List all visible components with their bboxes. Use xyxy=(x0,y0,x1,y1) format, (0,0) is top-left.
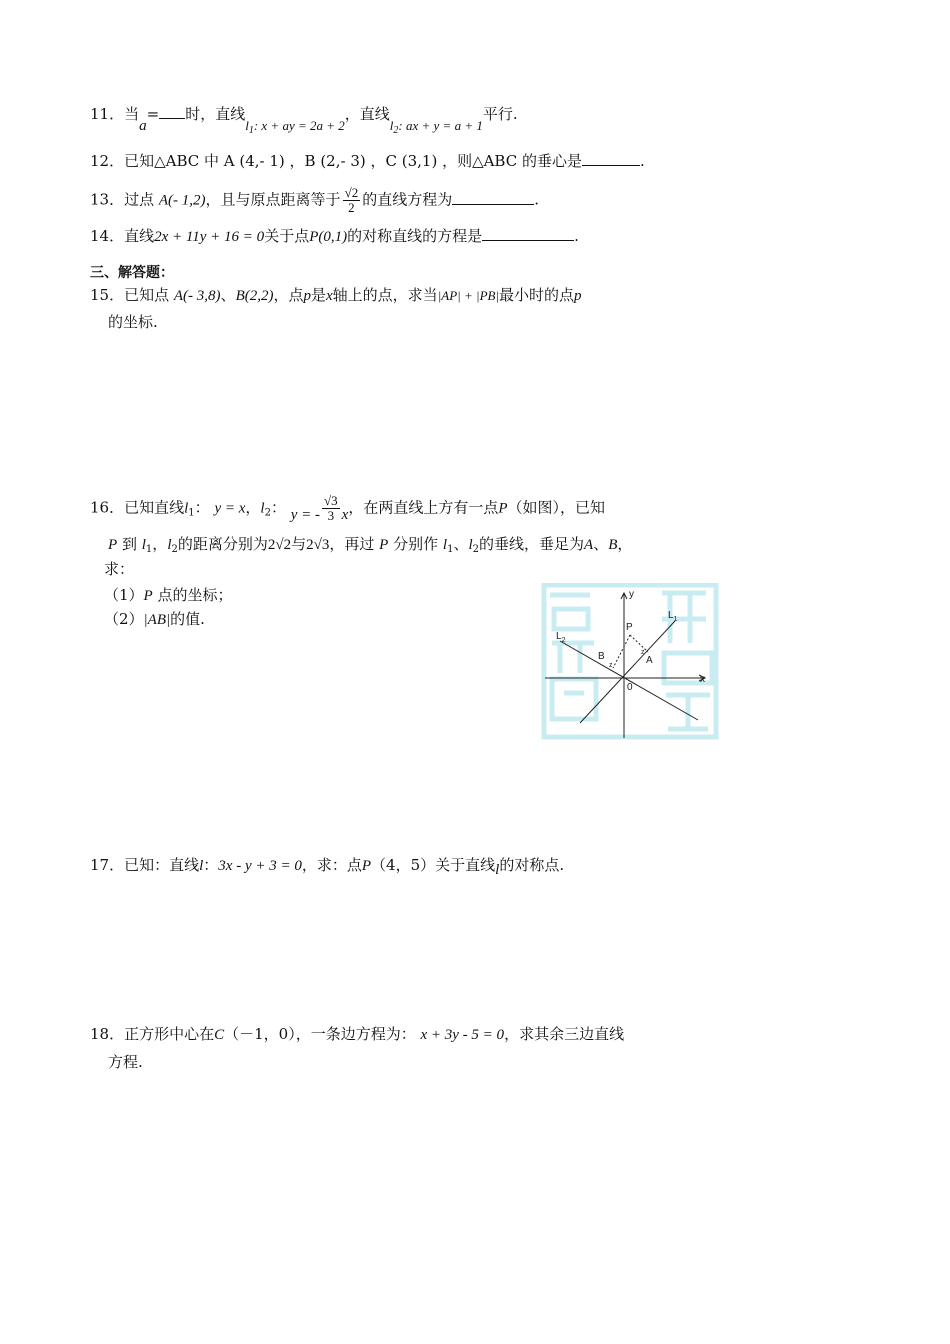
question-14: 14．直线2x + 11y + 16 = 0关于点P(0,1)的对称直线的方程是 . xyxy=(90,224,579,248)
question-16: 16．已知直线$l_1$： y = x，$l_2$： y = - $\frac{√3}{3}$ x，在两直线上方有一点P（如图），已知 xyxy=(90,493,606,523)
answer-blank xyxy=(159,102,185,119)
question-16-line-3: 求： xyxy=(104,560,135,578)
perpendicular-pb xyxy=(613,635,630,668)
question-11: 11．当a= 时，直线$l_1$: x + ay = 2a + 2，直线$l_2$: ax + y = a + 1平行. xyxy=(90,102,518,131)
question-number: 13． xyxy=(90,190,125,209)
question-18-line-2: 方程. xyxy=(108,1053,143,1071)
question-number: 12． xyxy=(90,152,125,170)
question-number: 17． xyxy=(90,856,125,874)
question-number: 11． xyxy=(90,105,125,123)
label-l1: $L_1$ xyxy=(668,610,678,623)
answer-blank xyxy=(582,149,640,166)
question-17: 17．已知：直线l：3x - y + 3 = 0，求：点P（4，5）关于直线l的对称点. xyxy=(90,856,565,878)
question-13: 13．过点 A(- 1,2)，且与原点距离等于 $\frac{√2}{2}$ 的直线方程为 . xyxy=(90,185,539,215)
right-angle-mark-a: z xyxy=(641,649,645,656)
y-axis-label: y xyxy=(629,589,634,600)
question-18: 18．正方形中心在C（－1，0），一条边方程为： x + 3y - 5 = 0，求其余三边直线 xyxy=(90,1025,625,1043)
label-b: B xyxy=(598,651,605,662)
question-12: 12．已知△ABC 中 A (4,- 1) ，B (2,- 3) ，C (3,1) ，则△ABC 的垂心是 . xyxy=(90,149,645,172)
x-axis-label: x xyxy=(700,674,705,685)
answer-blank xyxy=(482,224,574,241)
right-angle-mark-b: z xyxy=(609,662,613,669)
line-l1 xyxy=(580,621,675,723)
answer-blank xyxy=(452,188,534,205)
question-number: 15． xyxy=(90,286,125,304)
question-number: 16． xyxy=(90,498,125,517)
label-l2: $L_2$ xyxy=(556,631,566,644)
fraction: $\frac{√2}{2}$ xyxy=(344,185,359,215)
watermark xyxy=(544,585,716,737)
perpendicular-pa xyxy=(630,635,648,652)
question-number: 14． xyxy=(90,227,125,245)
question-number: 18． xyxy=(90,1025,125,1043)
label-origin: 0 xyxy=(627,682,633,693)
fraction: $\frac{√3}{3}$ xyxy=(324,493,338,523)
question-15: 15．已知点 A(- 3,8)、B(2,2)，点p是x轴上的点，求当|AP| + |PB|最小时的点p xyxy=(90,286,582,304)
label-p: P xyxy=(626,622,633,633)
label-a: A xyxy=(646,655,653,666)
question-16-line-2: P 到 $l_1$，$l_2$的距离分别为2√2与2√3，再过 P 分别作 $l_1$、$l_2$的垂线，垂足为A、B， xyxy=(108,535,633,555)
section-heading: 三、解答题： xyxy=(90,265,174,281)
question-16-part-2: （2）|AB|的值. xyxy=(104,610,205,628)
question-15-line-2: 的坐标. xyxy=(108,313,158,331)
question-16-part-1: （1）P 点的坐标； xyxy=(104,586,233,604)
coordinate-figure xyxy=(540,583,720,741)
